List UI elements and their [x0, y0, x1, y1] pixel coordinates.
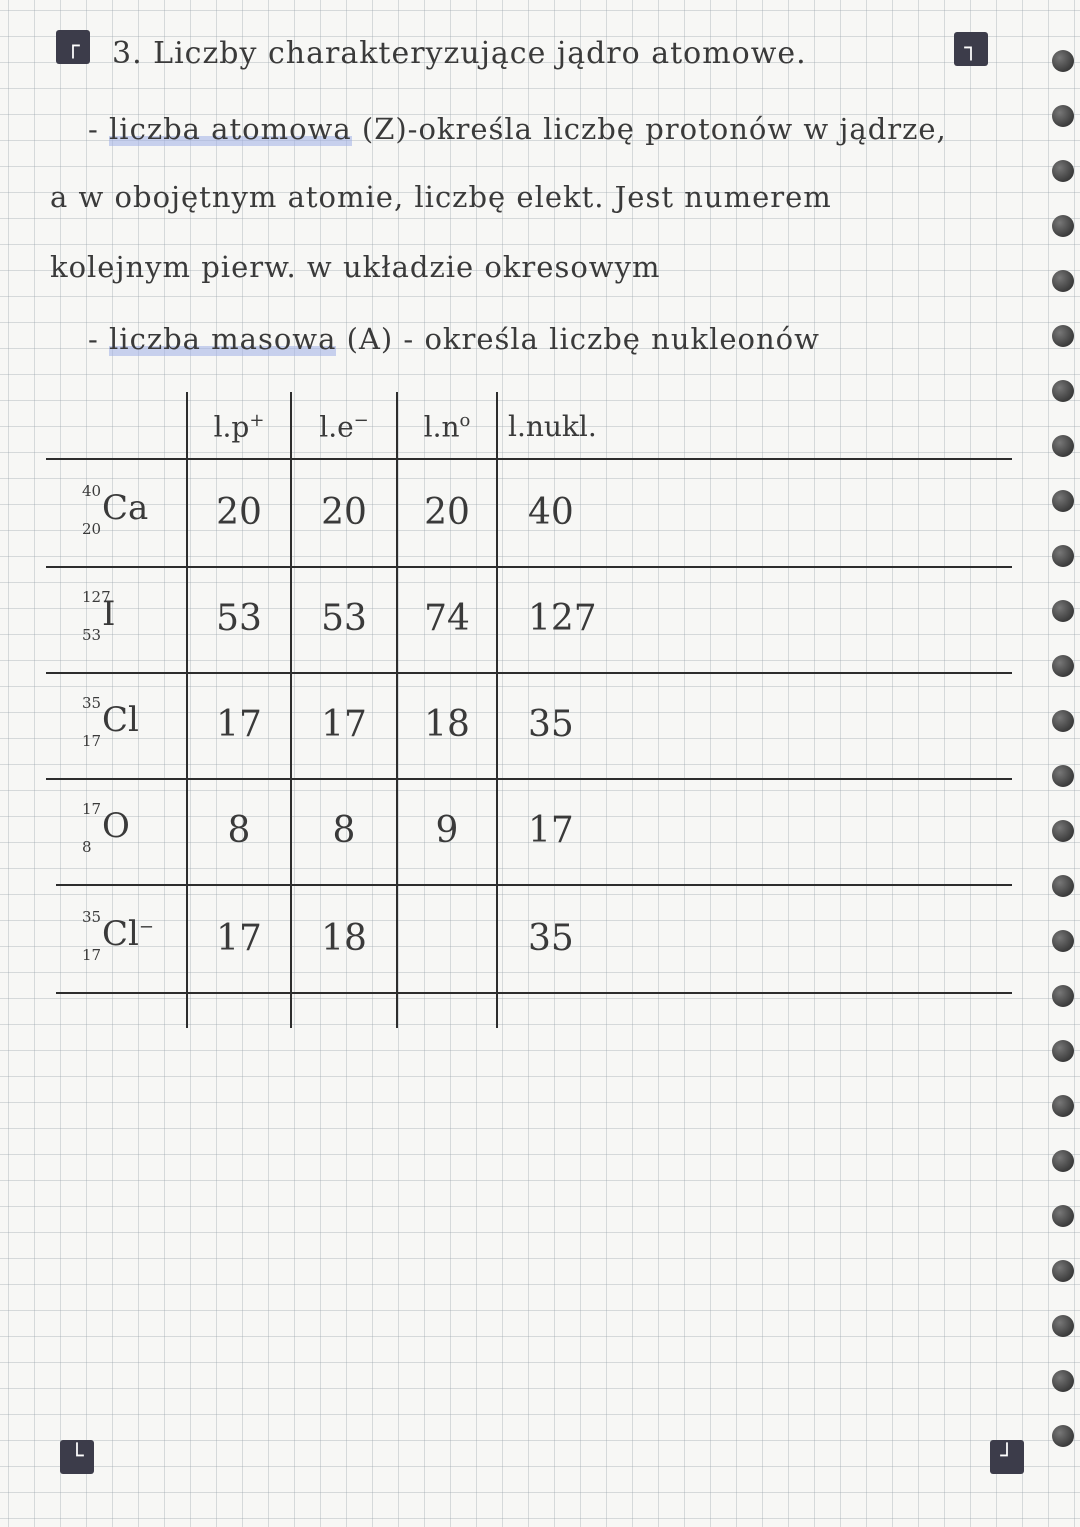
- binding-ring: [1052, 600, 1074, 622]
- text-line-4: - liczba masowa (A) - określa liczbę nukleonów: [88, 322, 820, 356]
- binding-ring: [1052, 435, 1074, 457]
- corner-bracket-bottom-left-icon: └: [60, 1440, 94, 1474]
- atomic-number: 53: [82, 626, 102, 644]
- table-cell: 20: [321, 492, 367, 533]
- binding-ring: [1052, 545, 1074, 567]
- atomic-number: 17: [82, 946, 102, 964]
- corner-bracket-top-left-icon: ┌: [56, 30, 90, 64]
- binding-ring: [1052, 270, 1074, 292]
- symbol-letters: O: [102, 806, 130, 846]
- table-cell: 9: [435, 810, 459, 851]
- highlighted-term: liczba masowa: [109, 322, 337, 356]
- mass-number: 40: [82, 482, 102, 500]
- binding-ring: [1052, 710, 1074, 732]
- header-neutrons: $l.n^o$: [423, 410, 471, 444]
- nucleon-table: [46, 392, 1012, 1032]
- header-protons: l.p+: [213, 410, 265, 444]
- table-cell: 17: [321, 704, 367, 745]
- spiral-binding: [1044, 0, 1080, 1527]
- binding-ring: [1052, 655, 1074, 677]
- binding-ring: [1052, 215, 1074, 237]
- table-cell: 8: [332, 810, 356, 851]
- text-line-2: a w obojętnym atomie, liczbę elekt. Jest numerem: [50, 180, 832, 214]
- table-cell: 20: [216, 492, 262, 533]
- table-cell: 20: [424, 492, 470, 533]
- binding-ring: [1052, 1205, 1074, 1227]
- binding-ring: [1052, 1260, 1074, 1282]
- binding-ring: [1052, 1425, 1074, 1447]
- header-electrons: l.e−: [319, 410, 369, 444]
- binding-ring: [1052, 1040, 1074, 1062]
- binding-ring: [1052, 325, 1074, 347]
- binding-ring: [1052, 1150, 1074, 1172]
- symbol-letters: Ca: [102, 488, 149, 528]
- symbol-letters: I: [102, 594, 116, 634]
- binding-ring: [1052, 930, 1074, 952]
- binding-ring: [1052, 875, 1074, 897]
- binding-ring: [1052, 105, 1074, 127]
- table-cell: 35: [528, 918, 574, 959]
- atomic-number: 8: [82, 838, 92, 856]
- table-cell: 53: [216, 598, 262, 639]
- table-cell: 17: [216, 918, 262, 959]
- binding-ring: [1052, 490, 1074, 512]
- table-cell: 8: [227, 810, 251, 851]
- mass-number: 17: [82, 800, 102, 818]
- symbol-letters: Cl−: [102, 914, 154, 954]
- table-cell: 18: [424, 704, 470, 745]
- symbol-letters: Cl: [102, 700, 139, 740]
- text-line-3: kolejnym pierw. w układzie okresowym: [50, 250, 661, 284]
- table-cell: 18: [321, 918, 367, 959]
- corner-bracket-top-right-icon: ┐: [954, 32, 988, 66]
- binding-ring: [1052, 765, 1074, 787]
- header-nucleons: l.nukl.: [508, 410, 597, 443]
- binding-ring: [1052, 1370, 1074, 1392]
- binding-ring: [1052, 380, 1074, 402]
- page-heading: 3. Liczby charakteryzujące jądro atomowe.: [112, 36, 807, 71]
- table-cell: 127: [528, 598, 597, 639]
- mass-number: 35: [82, 908, 102, 926]
- table-cell: 17: [528, 810, 574, 851]
- binding-ring: [1052, 1095, 1074, 1117]
- table-cell: 35: [528, 704, 574, 745]
- highlighted-term: liczba atomowa: [109, 112, 352, 146]
- table-cell: 40: [528, 492, 574, 533]
- binding-ring: [1052, 820, 1074, 842]
- binding-ring: [1052, 985, 1074, 1007]
- table-cell: 53: [321, 598, 367, 639]
- mass-number: 35: [82, 694, 102, 712]
- binding-ring: [1052, 50, 1074, 72]
- atomic-number: 17: [82, 732, 102, 750]
- binding-ring: [1052, 1315, 1074, 1337]
- table-cell: 74: [424, 598, 470, 639]
- binding-ring: [1052, 160, 1074, 182]
- text-line-1: - liczba atomowa (Z)-określa liczbę protonów w jądrze,: [88, 112, 947, 146]
- atomic-number: 20: [82, 520, 102, 538]
- mass-number: 127: [82, 588, 111, 606]
- table-cell: 17: [216, 704, 262, 745]
- corner-bracket-bottom-right-icon: ┘: [990, 1440, 1024, 1474]
